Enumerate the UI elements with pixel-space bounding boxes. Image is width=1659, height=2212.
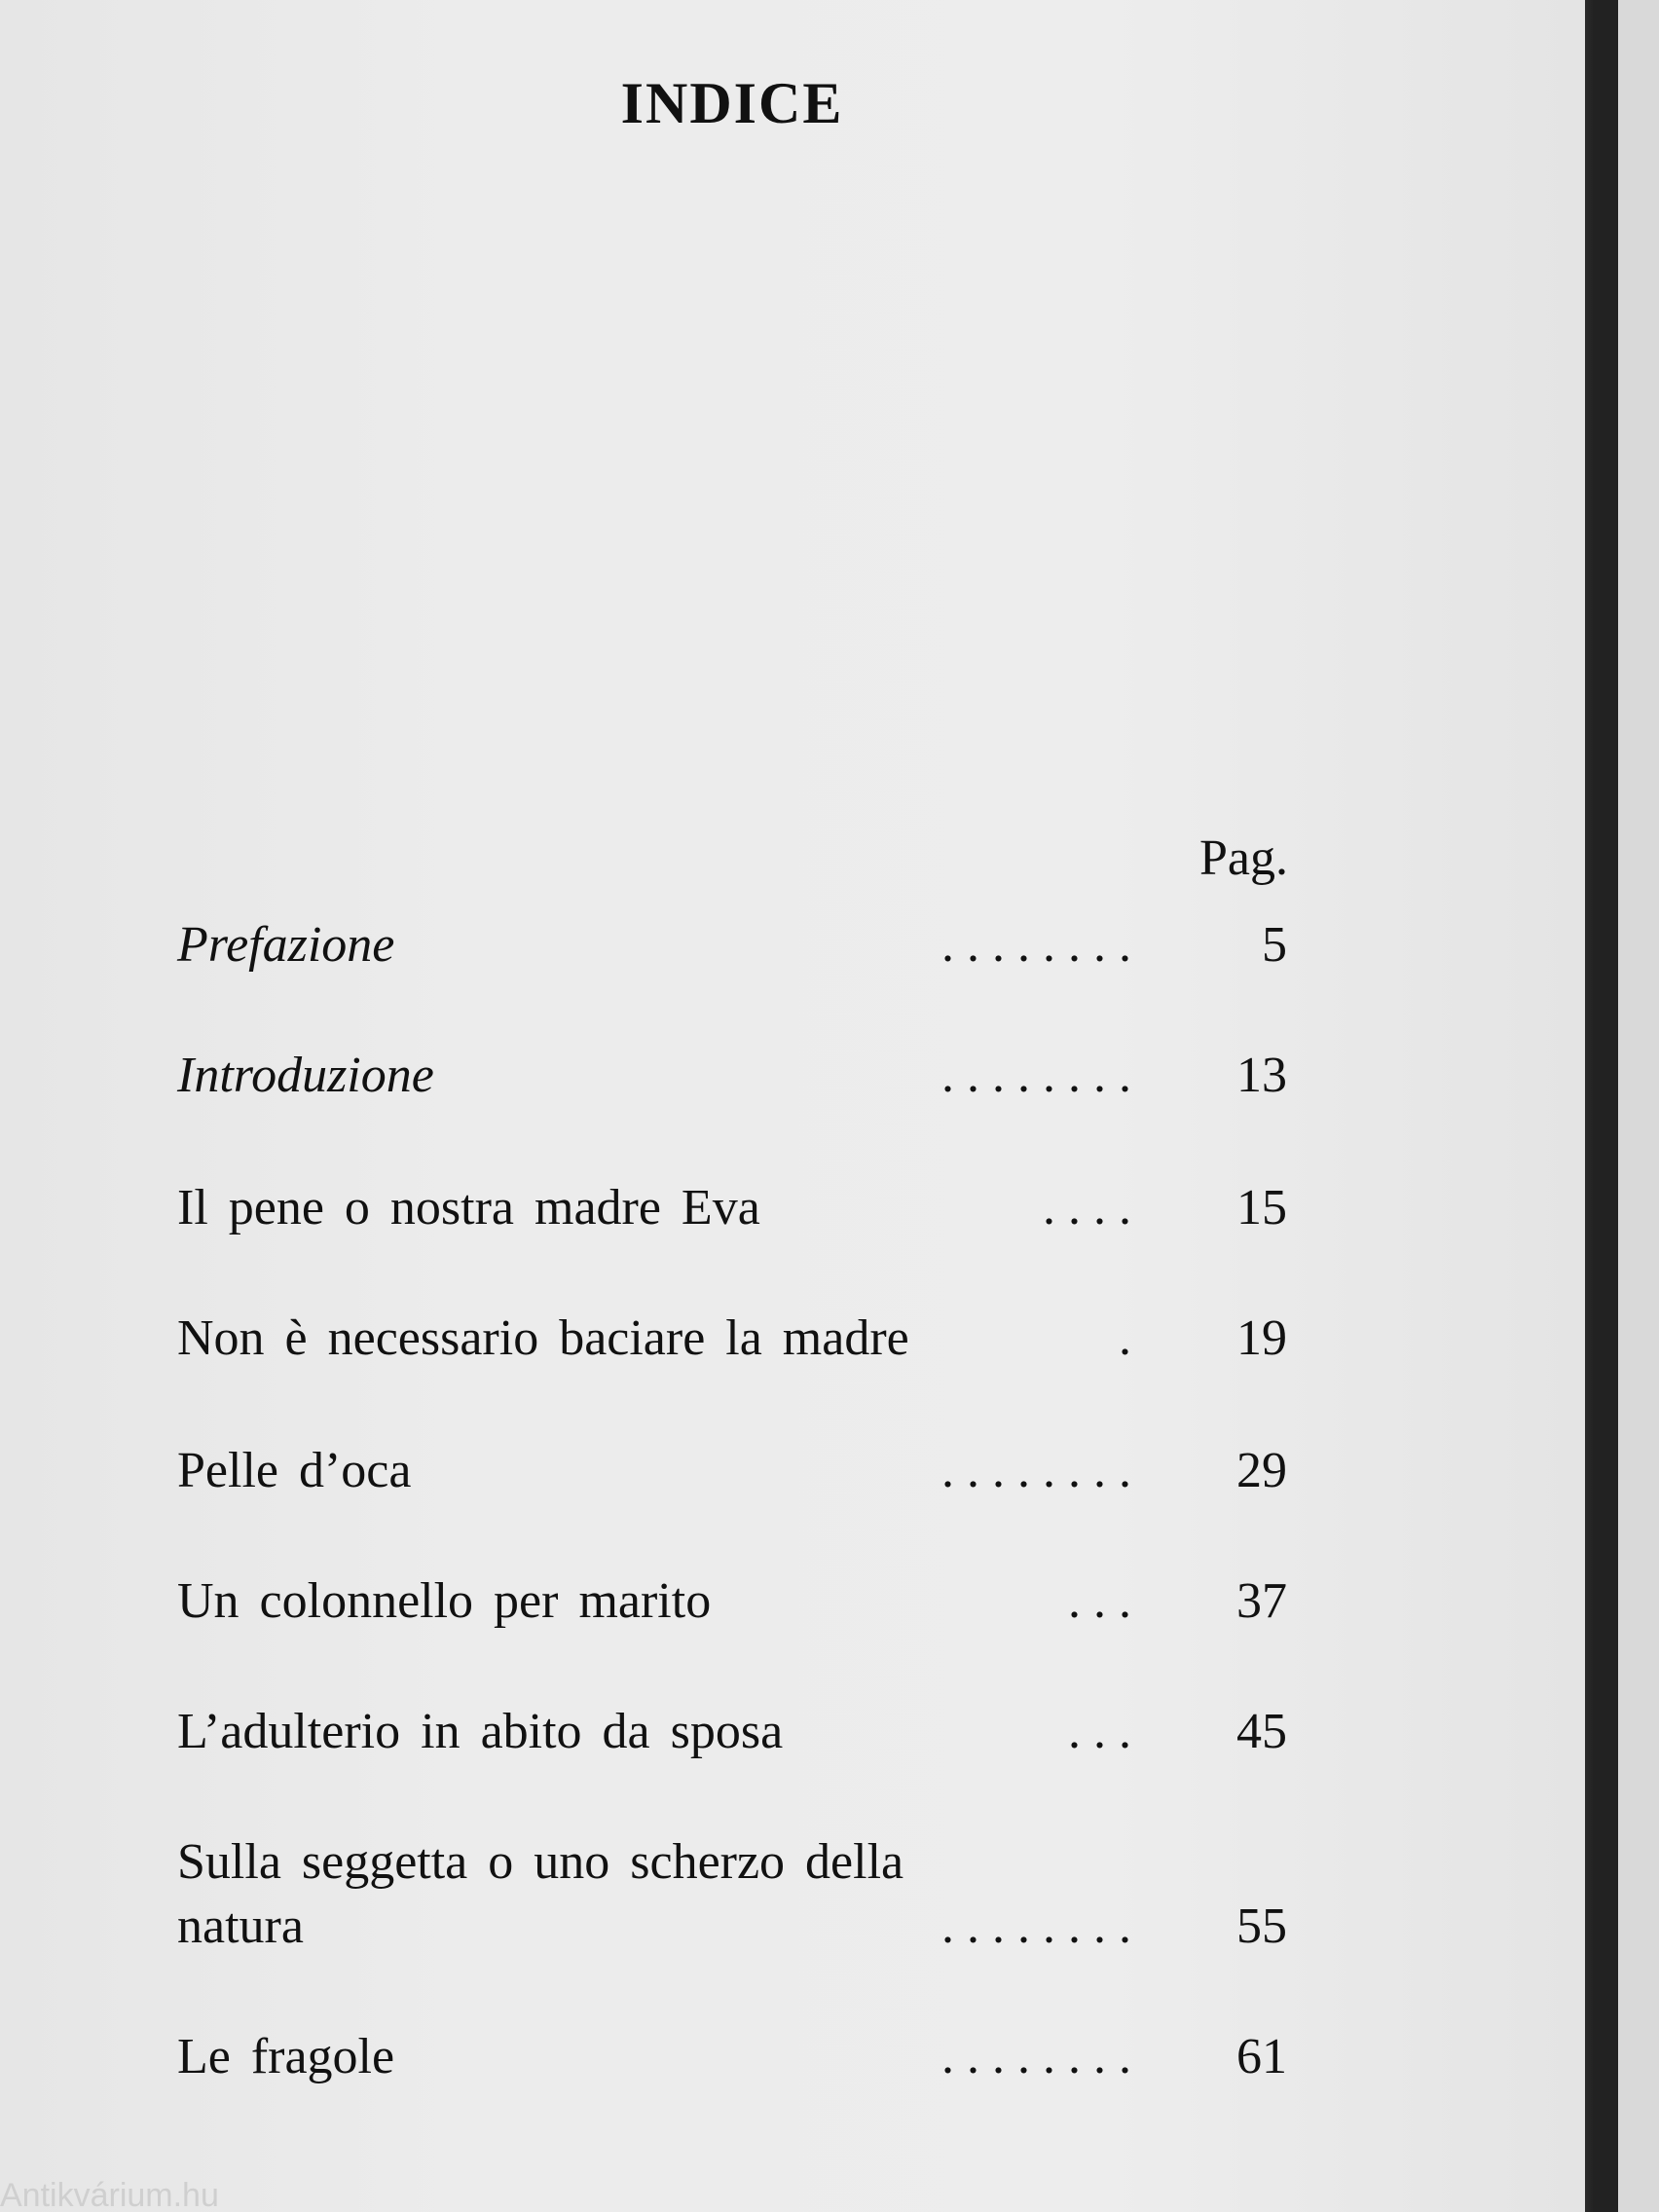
toc-entry-page: 29: [1236, 1443, 1287, 1498]
toc-entry-leader: . . . . . . . .: [941, 917, 1131, 973]
toc-entry-title: Prefazione: [177, 917, 395, 973]
toc-entry-title: Il pene o nostra madre Eva: [177, 1180, 760, 1235]
toc-entry-title: Pelle d’oca: [177, 1443, 412, 1498]
toc-entry-title: Sulla seggetta o uno scherzo della: [177, 1834, 904, 1890]
toc-entry-title: Non è necessario baciare la madre: [177, 1310, 909, 1366]
toc-entry-leader: . . .: [1068, 1573, 1131, 1629]
toc-entry-leader: . . . . . . . .: [941, 1899, 1131, 1954]
toc-entry-leader: .: [1119, 1310, 1131, 1366]
toc-entry-page: 19: [1236, 1310, 1287, 1366]
page-edge: [1618, 0, 1659, 2212]
toc-entry-page: 5: [1262, 917, 1287, 973]
toc-entry-leader: . . . . . . . .: [941, 2029, 1131, 2084]
toc-entry-leader: . . . .: [1043, 1180, 1131, 1235]
toc-entry: [177, 1830, 1287, 1959]
page-column-label: Pag.: [1199, 830, 1288, 886]
toc-entry-leader: . . . . . . . .: [941, 1048, 1131, 1103]
toc-entry-title: Le fragole: [177, 2029, 395, 2084]
toc-entry-leader: . . .: [1068, 1704, 1131, 1759]
toc-entry-page: 13: [1236, 1048, 1287, 1103]
toc-entry-page: 55: [1236, 1899, 1287, 1954]
toc-entry-page: 37: [1236, 1573, 1287, 1629]
index-heading: INDICE: [620, 71, 844, 135]
toc-entry-leader: . . . . . . . .: [941, 1443, 1131, 1498]
toc-entry-page: 15: [1236, 1180, 1287, 1235]
toc-entry-title: Un colonnello per marito: [177, 1573, 712, 1629]
toc-entry-title: L’adulterio in abito da sposa: [177, 1704, 784, 1759]
toc-entry-title-continued: natura: [177, 1899, 304, 1954]
watermark-text: Antikvárium.hu: [0, 2177, 219, 2212]
toc-entry-title: Introduzione: [177, 1048, 434, 1103]
toc-entry-page: 45: [1236, 1704, 1287, 1759]
book-spine-shadow: [1593, 0, 1618, 2212]
toc-entry-page: 61: [1236, 2029, 1287, 2084]
